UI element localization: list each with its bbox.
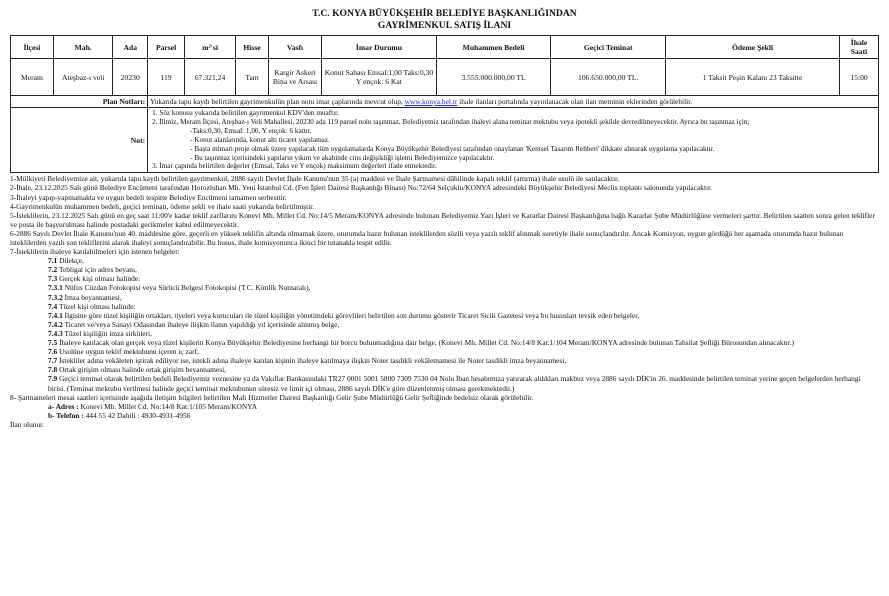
clause-1: 1-Mülkiyeti Belediyemize ait, yukarıda tapu kaydı belirtilen gayrimenkul, 2886 sayılı Devlet İhale Kanunu'nun 35 (a) maddesi ve İhale Şartnamesi dâhilinde kapalı teklif (artırma) ihale usulü ile satılacaktır. (10, 174, 620, 184)
clause-6: 6-2886 Sayılı Devlet İhale Kanunu'nun 40. maddesine göre, geçerli en yüksek teklifin altında olmamak üzere, oturumda hazır bulunan isteklilerden sözlü veya yazılı teklif alınmak suretiyle ihale sonuçlandırılır. Ancak Komisyon, uygun gördüğü her aşamada oturumda hazır bulunan isteklilerden yazılı son tekliflerini alarak ihaleyi sonuçlandırabilir. Bu husus, ihale komisyonunca ikinci bir tutanakla tespit edilir. (10, 228, 844, 247)
list-item-number: 7.4.2 (48, 319, 63, 329)
list-item (10, 356, 879, 365)
list-item-number: 7.3.1 (48, 283, 63, 293)
list-item (10, 374, 879, 392)
phone-label: b- Telefon : (48, 410, 84, 420)
required-documents-list (10, 256, 879, 392)
note-2d: - Bu taşınmaz içerisindeki yapıların yıkım ve akabinde cins değişikliği işlemi Belediyemizce yapılacaktır. (190, 153, 495, 162)
list-item-number: 7.3.2 (48, 292, 63, 302)
plan-notes-text-1: Yukarıda tapu kaydı belirtilen gayrimenkulün plan notu imar çaplarında mevcut olup, (150, 97, 405, 106)
cell-m2: 67.321,24 (184, 59, 235, 96)
cell-vasfi: Kargir Askeri Bina ve Arsası (268, 59, 321, 96)
plan-notes-text-2: ihale ilanları portalında yayınlanacak olan ilan metninin eklerinden görülebilir. (457, 97, 693, 106)
col-muhammen: Muhammen Bedeli (436, 36, 551, 59)
list-item-number: 7.6 (48, 347, 58, 357)
list-item (10, 293, 879, 302)
list-item-text: Tebligat için adres beyanı, (57, 265, 137, 275)
list-item-text: İmza beyannamesi, (62, 292, 122, 302)
list-item-text: Gerçek kişi olması halinde: (57, 274, 141, 284)
list-item (10, 302, 879, 311)
cell-ada: 20230 (113, 59, 148, 96)
phone-line (10, 411, 879, 420)
list-item-text: Ticaret ve/veya Sanayi Odasından ihaleye ilişkin ilanın yapıldığı yıl içerisinde alınmış belge, (62, 319, 340, 329)
cell-parsel: 119 (148, 59, 185, 96)
col-ilce: İlçesi (11, 36, 54, 59)
list-item (10, 265, 879, 274)
note-1: 1. Söz konusu yukarıda belirtilen gayrimenkul KDV'den muaftır. (152, 109, 339, 117)
list-item (10, 338, 879, 347)
clause-4: 4-Gayrimenkulün muhammen bedeli, geçici teminatı, ödeme şekli ve ihale saati yukarıda belirtilmiştir. (10, 201, 315, 211)
list-item-number: 7.1 (48, 256, 58, 266)
col-imar: İmar Durumu (322, 36, 437, 59)
note-2c: - Başta mimari proje olmak üzere yapılacak tüm uygulamalarda Konya Büyükşehir Belediyesi tarafından onaylanan 'Kentsel Tasarım Rehberi' dikkate alınarak uygulama yapılacaktır. (190, 144, 715, 153)
note-3: 3. İmar çapında belirtilen değerler (Emsal, Taks ve Y ençok) maksimum değerleri ifade etmektedir. (152, 162, 437, 171)
document-page (10, 0, 879, 429)
closing-line: İlan olunur. (10, 419, 45, 429)
list-item-text: Usulüne uygun teklif mektubunu içeren iç zarf, (57, 347, 199, 357)
table-row (11, 59, 879, 96)
not-label: Not: (11, 108, 148, 173)
clause-3: 3-İhaleyi yapıp-yapmamakta ve uygun bedeli tespitte Belediye Encümeni tamamen serbesttir. (10, 192, 287, 202)
address-text: Konevi Mh. Millet Cd. No:14/8 Kat:1/105 Meram/KONYA (78, 401, 258, 411)
plan-notes-label: Plan Notları: (11, 96, 148, 108)
plan-notes-row (11, 96, 879, 108)
list-item-text: İlgisine göre tüzel kişiliğin ortakları, üyeleri veya kurucuları ile tüzel kişiliğin yönetimdeki görevlileri belirtilen son durumu gösterir Ticaret Sicili Gazetesi veya bu hususları tevsik eden belgeler, (62, 310, 640, 320)
note-2: 2. İlimiz, Meram İlçesi, Ateşbaz-ı Veli Mahallesi, 20230 ada 119 parsel nolu taşınmaz, Belediyemiz tarafından ihaleyi alana teminat mektubu veya ipotekli şekilde devredilmeyecektir. Ayrıca bu taşınmaz için; (152, 117, 750, 126)
list-item-text: İhaleye katılacak olan gerçek veya tüzel kişilerin Konya Büyükşehir Belediyesine herhangi bir borcu bulunmadığına dair belge, (Konevi Mh. Millet Cd. No:14/8 Kat:1/104 Meram/KONYA adresinde bulunan Tahsilat Şefliği Bürosundan alınacaktır.) (57, 338, 795, 348)
list-item-number: 7.7 (48, 356, 58, 366)
cell-teminat: 106.650.000,00 TL. (551, 59, 666, 96)
konya-bel-link[interactable]: www.konya.bel.tr (404, 97, 458, 106)
cell-odeme: 1 Taksit Peşin Kalanı 23 Taksitte (666, 59, 840, 96)
list-item-number: 7.9 (48, 374, 58, 384)
list-item-text: Ortak girişim olması halinde ortak girişim beyannamesi, (57, 365, 226, 375)
col-saat: İhale Saati (840, 36, 879, 59)
list-item-text: Dilekçe, (57, 256, 84, 266)
list-item (10, 320, 879, 329)
cell-mah: Ateşbaz-ı veli (53, 59, 112, 96)
list-item (10, 347, 879, 356)
cell-hisse: Tam (236, 59, 269, 96)
list-item (10, 283, 879, 292)
cell-ilce: Meram (11, 59, 54, 96)
clause-8: 8- Şartnameleri mesai saatleri içerisinde aşağıda iletişim bilgileri belirtilen Mali Hizmetler Dairesi Başkanlığı Gelir Şube Müdürlüğü Gelir Şefliğinde bedelsiz olarak görülebilir. (10, 392, 534, 402)
list-item (10, 365, 879, 374)
title-line-1: T.C. KONYA BÜYÜKŞEHİR BELEDİYE BAŞKANLIĞINDAN (312, 8, 577, 19)
list-item-number: 7.8 (48, 365, 58, 375)
notes-cell (148, 108, 879, 173)
cell-imar: Konut Sahası Emsal:1,00 Taks:0,30 Y ençok: 6 Kat (322, 59, 437, 96)
list-item (10, 274, 879, 283)
announcement-body (10, 174, 879, 429)
note-2a: -Taks:0,30, Emsal: 1,00, Y ençok: 6 kattır. (190, 126, 312, 135)
notes-row (11, 108, 879, 173)
table-header-row (11, 36, 879, 59)
list-item-text: Tüzel kişi olması halinde: (57, 301, 136, 311)
plan-notes-text (148, 96, 879, 108)
col-odeme: Ödeme Şekli (666, 36, 840, 59)
list-item-text: Tüzel kişiliğin imza sirküleri, (62, 328, 152, 338)
phone-text: 444 55 42 Dahili : 4930-4931-4956 (83, 410, 191, 420)
list-item-number: 7.3 (48, 274, 58, 284)
list-item (10, 256, 879, 265)
cell-muhammen: 3.555.000.000,00 TL (436, 59, 551, 96)
list-item-text: Geçici teminat olarak belirtilen bedeli Belediyemiz veznesine ya da Vakıflar Bankasındaki TR27 0001 5001 5800 7309 7530 04 Nolu İban hesabımıza yatırarak aldıkları makbuz veya 2886 sayılı DİK'in 26. maddesinde belirtilen teminat yerine geçen belgelerden herhangi birisi. (Teminat mektubu verilmesi halinde geçici teminat mektubunun süresiz ve limit içi olması, 2886 sayılı DİK'e göre düzenlenmiş olması gerekmektedir.) (48, 374, 861, 393)
list-item-number: 7.5 (48, 338, 58, 348)
list-item-number: 7.2 (48, 265, 58, 275)
col-m2: m²'si (184, 36, 235, 59)
col-mah: Mah. (53, 36, 112, 59)
address-line (10, 402, 879, 411)
cell-saat: 15:00 (840, 59, 879, 96)
col-hisse: Hisse (236, 36, 269, 59)
col-teminat: Geçici Teminat (551, 36, 666, 59)
address-label: a- Adres : (48, 401, 79, 411)
col-vasfi: Vasfı (268, 36, 321, 59)
list-item-text: Nüfus Cüzdan Fotokopisi veya Sürücü Belgesi Fotokopisi (T.C. Kimlik Numaralı), (62, 283, 311, 293)
list-item (10, 311, 879, 320)
col-ada: Ada (113, 36, 148, 59)
list-item (10, 329, 879, 338)
list-item-number: 7.4 (48, 301, 58, 311)
sale-table (10, 35, 879, 173)
list-item-number: 7.4.1 (48, 310, 63, 320)
clause-7: 7-İsteklilerin ihaleye katılabilmeleri için istenen belgeler: (10, 247, 180, 257)
list-item-number: 7.4.3 (48, 328, 63, 338)
clause-2: 2-İhale, 23.12.2025 Salı günü Belediye Encümeni tarafından Horozluhan Mh. Yeni İstanbul Cd. (Fen İşleri Dairesi Başkanlığı Binası) No:72/64 Selçuklu/KONYA adresindeki Büyükşehir Belediyesi Meclis toplantı salonunda yapılacaktır. (10, 183, 712, 193)
title-line-2: GAYRİMENKUL SATIŞ İLANI (377, 20, 512, 31)
list-item-text: İstekliler adına vekâleten iştirak ediliyor ise, istekli adına ihaleye katılan kişinin ihaleye katılmaya ilişkin Noter tasdikli vekâletnamesi ile Noter tasdikli imza beyannamesi, (57, 356, 567, 366)
note-2b: - Konut alanlarında, konut altı ticaret yapılamaz. (190, 135, 330, 144)
clause-5: 5-İsteklilerin, 23.12.2025 Salı günü en geç saat 11:00'e kadar teklif zarflarını Konevi Mh. Millet Cd. No:14/5 Meram/KONYA adresinde bulunan Belediyemiz Yazı İşleri ve Kararlar Dairesi Başkanlığına bağlı Kararlar Şube Müdürlüğüne vermeleri şarttır. Belirtilen saatten sonra gelen teklifler ve posta ile başvurulması halinde postadaki gecikmeler kabul edilmeyecektir. (10, 210, 875, 229)
col-parsel: Parsel (148, 36, 185, 59)
